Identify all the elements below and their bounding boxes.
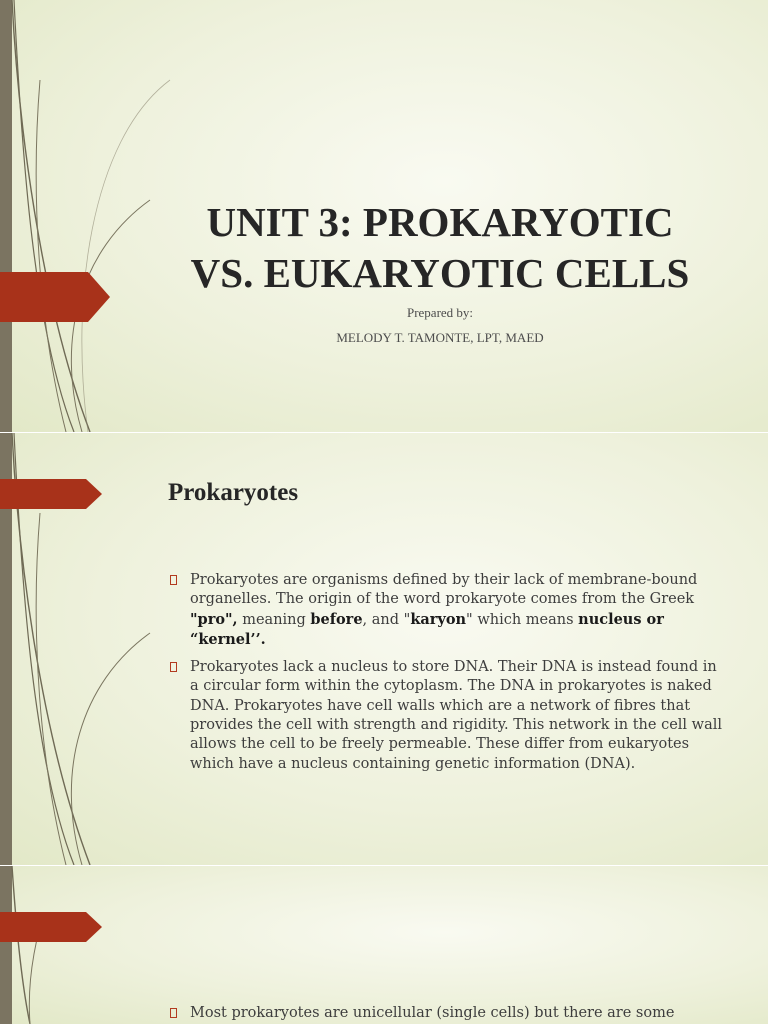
- list-item: [168, 1004, 728, 1023]
- prokaryotes-slide: [0, 433, 768, 865]
- left-bar: [0, 866, 12, 1024]
- bullet-icon: [170, 662, 177, 672]
- left-bar: [0, 0, 12, 432]
- bullet-text: Most prokaryotes are unicellular (single cells) but there are some: [190, 1005, 675, 1021]
- title-slide: [0, 0, 768, 432]
- prepared-by-label: Prepared by:: [406, 305, 474, 320]
- red-tab-marker: [0, 912, 102, 942]
- red-tab-marker: [0, 272, 110, 322]
- title-line-2: VS. EUKARYOTIC CELLS: [190, 250, 690, 296]
- title-line-1: UNIT 3: PROKARYOTIC: [206, 199, 674, 245]
- swirl-decoration: [0, 866, 200, 1024]
- slide-heading: Prokaryotes: [168, 479, 299, 506]
- list-item: [168, 658, 728, 774]
- red-tab-marker: [0, 479, 102, 509]
- continuation-slide: [0, 866, 768, 1024]
- bullet-list: [168, 571, 728, 782]
- list-item: Prokaryotes are organisms defined by their lack of membrane-bound organelles. The origin of the word prokaryote comes from the Greek "pro", meaning before, and "karyon" which means nucleus or “kernel’’.: [168, 571, 728, 650]
- author-name: MELODY T. TAMONTE, LPT, MAED: [336, 330, 544, 345]
- bullet-list: [168, 1004, 728, 1024]
- bullet-icon: [170, 575, 177, 585]
- bullet-icon: [170, 1008, 177, 1018]
- bullet-text: Prokaryotes lack a nucleus to store DNA. Their DNA is instead found in a circular form within the cytoplasm. The DNA in prokaryotes is naked DNA. Prokaryotes have cell walls which are a network of fibres that provides the cell with strength and rigidity. This network in the cell wall allows the cell to be freely permeable. These differ from eukaryotes which have a nucleus containing genetic information (DNA).: [190, 659, 722, 772]
